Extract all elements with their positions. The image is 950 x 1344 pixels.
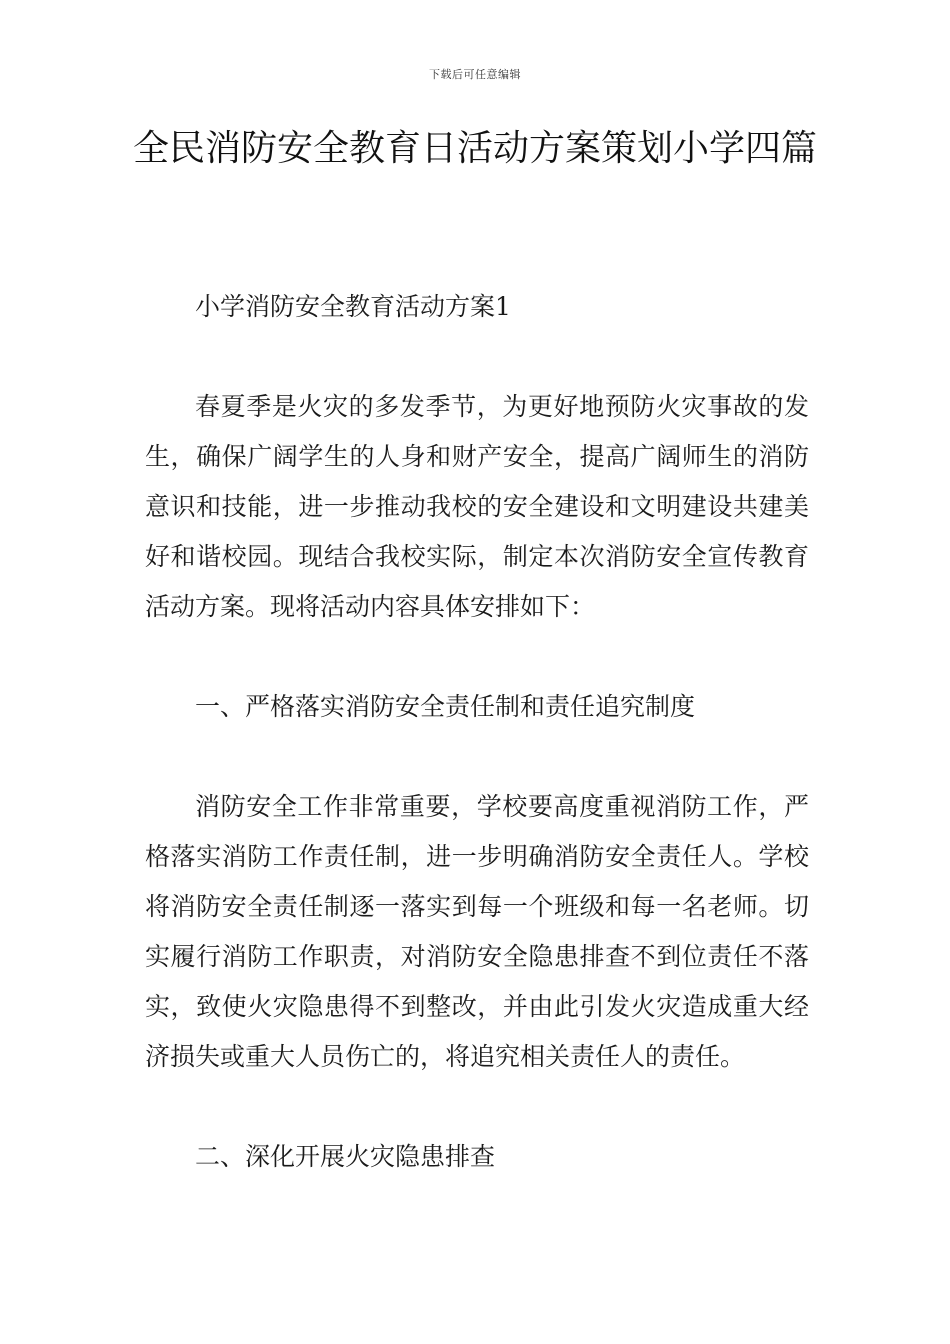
responsibility-paragraph: 消防安全工作非常重要，学校要高度重视消防工作，严格落实消防工作责任制，进一步明确消防安全责任人。学校将消防安全责任制逐一落实到每一个班级和每一名老师。切实履行消防工作职责，对消防安全隐患排查不到位责任不落实，致使火灾隐患得不到整改，并由此引发火灾造成重大经济损失或重大人员伤亡的，将追究相关责任人的责任。 (145, 792, 809, 1071)
document-body (145, 282, 809, 1232)
section-heading-2: 二、深化开展火灾隐患排查 (195, 1142, 496, 1171)
section-heading-1: 一、严格落实消防安全责任制和责任追究制度 (195, 692, 696, 721)
document-title: 全民消防安全教育日活动方案策划小学四篇 (132, 128, 817, 169)
page-header: 下载后可任意编辑 (429, 68, 521, 81)
section-heading-plan-1: 小学消防安全教育活动方案1 (195, 292, 511, 321)
intro-paragraph: 春夏季是火灾的多发季节，为更好地预防火灾事故的发生，确保广阔学生的人身和财产安全，提高广阔师生的消防意识和技能，进一步推动我校的安全建设和文明建设共建美好和谐校园。现结合我校实际，制定本次消防安全宣传教育活动方案。现将活动内容具体安排如下： (145, 392, 809, 621)
